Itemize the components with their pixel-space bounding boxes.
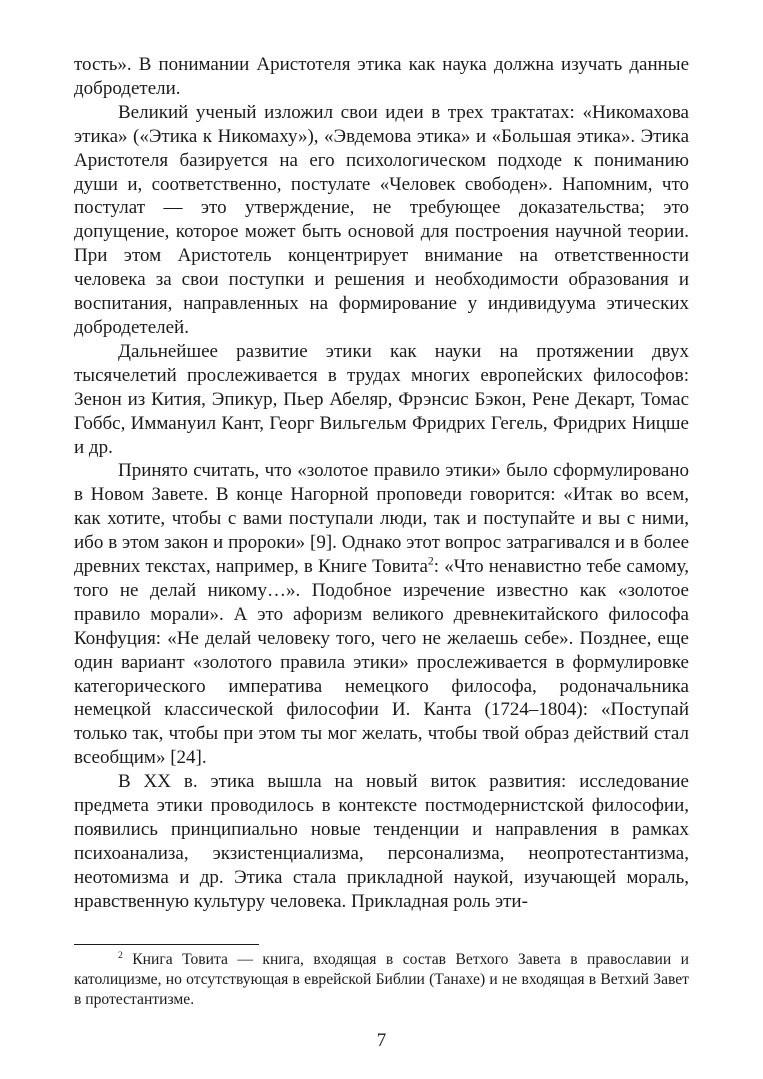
paragraph-4: [74, 459, 689, 770]
footnote-reference[interactable]: 2: [427, 554, 434, 568]
footnote: [74, 950, 689, 1011]
footnote-text: Книга Товита — книга, входящая в состав Ветхого Завета в православии и католицизме, но отсутствующая в еврейской Библии (Танахе) и не входящая в Ветхий Завет в протестантизме.: [74, 950, 689, 1009]
paragraph-4-text-after: : «Что ненавистно тебе самому, того не делай никому…». Подобное изречение известно как «золотое правило морали». А это афоризм великого древнекитайского философа Конфуция: «Не делай человеку того, чего не желаешь себе». Позднее, еще один вариант «золотого правила этики» прослеживается в формулировке категорического императива немецкого философа, родоначальника немецкой классической философии И. Канта (1724–1804): «Поступай только так, чтобы при этом ты мог желать, чтобы твой образ действий стал всеобщим» [24].: [74, 556, 689, 769]
paragraph-3: Дальнейшее развитие этики как науки на протяжении двух тысячелетий прослеживается в трудах многих европейских философов: Зенон из Кития, Эпикур, Пьер Абеляр, Фрэнсис Бэкон, Рене Декарт, Томас Гоббс, Иммануил Кант, Георг Вильгельм Фридрих Гегель, Фридрих Ницше и др.: [74, 340, 689, 458]
footnote-divider: [74, 944, 259, 945]
paragraph-5: В XX в. этика вышла на новый виток развития: исследование предмета этики проводилось в контексте постмодернистской философии, появились принципиально новые тенденции и направления в рамках психоанализа, экзистенциализма, персонализма, неопротестантизма, неотомизма и др. Этика стала прикладной наукой, изучающей мораль, нравственную культуру человека. Прикладная роль эти-: [74, 771, 689, 912]
footnote-number: 2: [118, 949, 123, 961]
paragraph-2: Великий ученый изложил свои идеи в трех трактатах: «Никомахова этика» («Этика к Никомаху»), «Эвдемова этика» и «Большая этика». Этика Аристотеля базируется на его психологическом подходе к пониманию души и, соответственно, постулате «Человек свободен». Напомним, что постулат — это утверждение, не требующее доказательства; это допущение, которое может быть основой для построения научной теории. При этом Аристотель концентрирует внимание на ответственности человека за свои поступки и решения и необходимости образования и воспитания, направленных на формирование у индивидуума этических добродетелей.: [74, 101, 689, 338]
paragraph-4-text-before: Принято считать, что «золотое правило этики» было сформулировано в Новом Завете. В конце Нагорной проповеди говорится: «Итак во всем, как хотите, чтобы с вами поступали люди, так и поступайте и вы с ними, ибо в этом закон и пророки» [9]. Однако этот вопрос затрагивался и в более древних текстах, например, в Книге Товита: [74, 460, 689, 578]
body-text: [74, 53, 689, 914]
page-number: 7: [376, 1030, 387, 1051]
paragraph-1: тость». В понимании Аристотеля этика как наука должна изучать данные добродетели.: [74, 54, 689, 99]
